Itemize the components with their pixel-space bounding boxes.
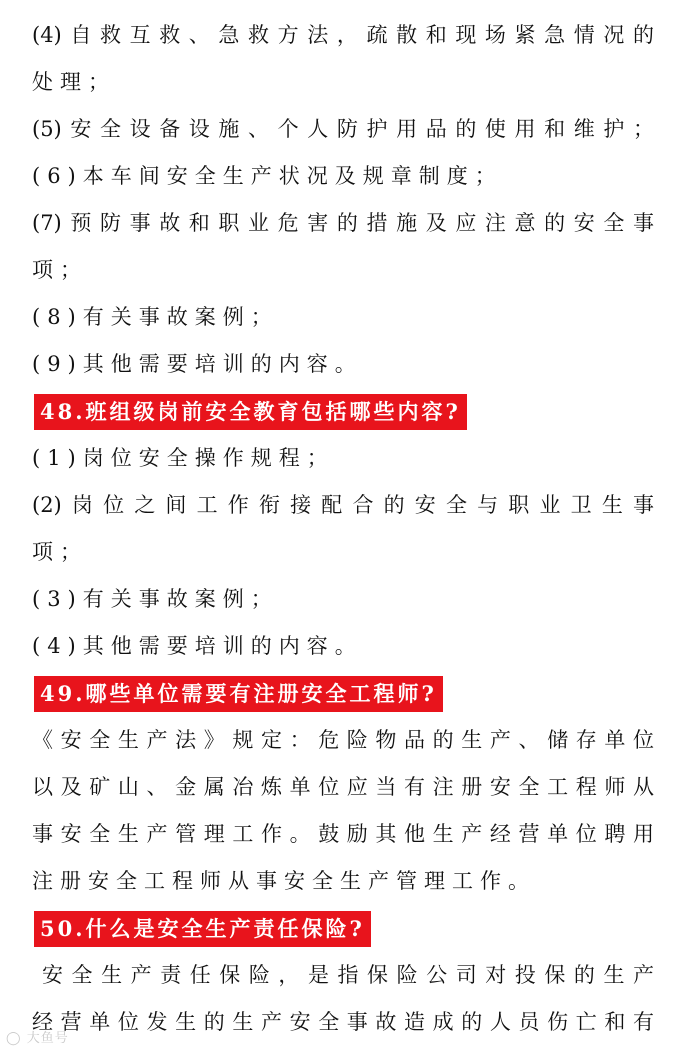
list-item: (7)预防事故和职业危害的措施及应注意的安全事 (32, 211, 654, 235)
list-item: (4)自救互救、急救方法，疏散和现场紧急情况的 (32, 23, 654, 47)
paragraph-line: 以及矿山、金属冶炼单位应当有注册安全工程师从 (32, 775, 654, 799)
paragraph-line: 经营单位发生的生产安全事故造成的人员伤亡和有 (32, 1010, 654, 1034)
list-item: (9)其他需要培训的内容。 (32, 352, 363, 376)
question-50-heading: 50.什么是安全生产责任保险? (34, 911, 371, 947)
list-item: (2)岗位之间工作衔接配合的安全与职业卫生事 (32, 493, 654, 517)
fish-icon: ◯ (6, 1031, 22, 1046)
question-48-row (32, 388, 654, 435)
list-item: (1)岗位安全操作规程； (32, 446, 335, 470)
paragraph-line: 注册安全工程师从事安全生产管理工作。 (32, 869, 536, 893)
list-item-continuation: 项； (32, 258, 88, 282)
list-item: (5)安全设备设施、个人防护用品的使用和维护； (32, 117, 654, 141)
document-page (32, 12, 654, 1046)
paragraph-line: 《安全生产法》规定：危险物品的生产、储存单位 (32, 728, 654, 752)
paragraph-line: 安全生产责任保险，是指保险公司对投保的生产 (42, 963, 654, 987)
list-item: (3)有关事故案例； (32, 587, 279, 611)
watermark-text: 大鱼号 (26, 1031, 69, 1046)
list-item-continuation: 项； (32, 540, 88, 564)
watermark-logo (6, 1027, 69, 1046)
list-item: (8)有关事故案例； (32, 305, 279, 329)
paragraph-line: 事安全生产管理工作。鼓励其他生产经营单位聘用 (32, 822, 654, 846)
question-49-row (32, 670, 654, 717)
question-50-row (32, 905, 654, 952)
list-item: (6)本车间安全生产状况及规章制度； (32, 164, 503, 188)
question-49-heading: 49.哪些单位需要有注册安全工程师? (34, 676, 443, 712)
question-48-heading: 48.班组级岗前安全教育包括哪些内容? (34, 394, 467, 430)
list-item: (4)其他需要培训的内容。 (32, 634, 363, 658)
list-item-continuation: 处理； (32, 70, 116, 94)
